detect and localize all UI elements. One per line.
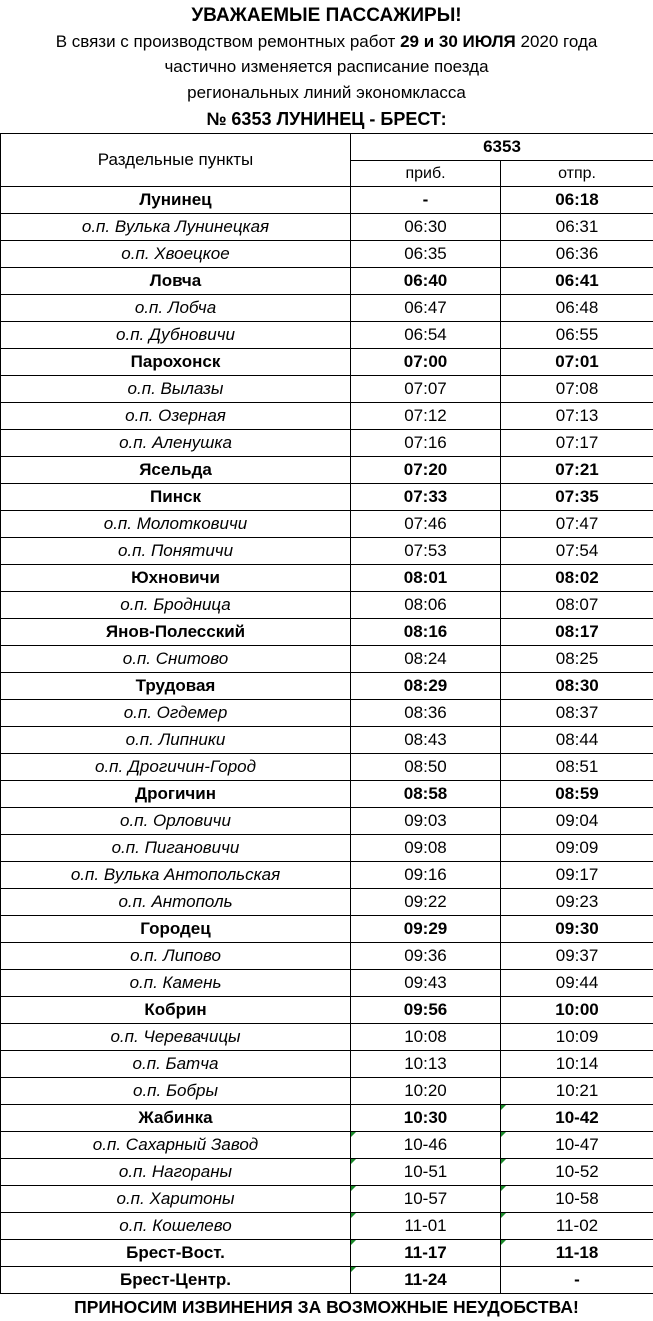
arrival-time: 07:53 — [351, 538, 501, 565]
station-name: о.п. Камень — [1, 970, 351, 997]
arrival-time: 10-57 — [351, 1186, 501, 1213]
departure-time: 08:37 — [501, 700, 653, 727]
departure-time: 07:21 — [501, 457, 653, 484]
station-name: о.п. Орловичи — [1, 808, 351, 835]
table-row — [1, 1267, 653, 1294]
departure-time: 07:54 — [501, 538, 653, 565]
departure-time: 10-42 — [501, 1105, 653, 1132]
station-name: о.п. Понятичи — [1, 538, 351, 565]
station-name: о.п. Антополь — [1, 889, 351, 916]
station-name: о.п. Нагораны — [1, 1159, 351, 1186]
notice-dates: 29 и 30 ИЮЛЯ — [400, 32, 516, 51]
table-row — [1, 538, 653, 565]
departure-time: 10-52 — [501, 1159, 653, 1186]
col-header-arrival: приб. — [351, 160, 501, 187]
station-name: о.п. Лобча — [1, 295, 351, 322]
station-name: о.п. Дубновичи — [1, 322, 351, 349]
apology-footer: ПРИНОСИМ ИЗВИНЕНИЯ ЗА ВОЗМОЖНЫЕ НЕУДОБСТВА! — [74, 1297, 579, 1317]
arrival-time: 10:13 — [351, 1051, 501, 1078]
station-name: о.п. Вулька Лунинецкая — [1, 214, 351, 241]
table-row — [1, 295, 653, 322]
arrival-time: 11-17 — [351, 1240, 501, 1267]
header-row-train — [1, 134, 653, 161]
departure-time: 08:07 — [501, 592, 653, 619]
table-row — [1, 1051, 653, 1078]
table-row — [1, 619, 653, 646]
route-title: № 6353 ЛУНИНЕЦ - БРЕСТ: — [206, 109, 447, 129]
station-name: Пинск — [1, 484, 351, 511]
departure-time: - — [501, 1267, 653, 1294]
train-number: 6353 — [351, 134, 653, 161]
arrival-time: 10:20 — [351, 1078, 501, 1105]
departure-time: 08:02 — [501, 565, 653, 592]
station-name: о.п. Липники — [1, 727, 351, 754]
station-name: о.п. Липово — [1, 943, 351, 970]
arrival-time: 09:03 — [351, 808, 501, 835]
table-row — [1, 835, 653, 862]
table-row — [1, 214, 653, 241]
station-name: о.п. Черевачицы — [1, 1024, 351, 1051]
departure-time: 10:14 — [501, 1051, 653, 1078]
table-row — [1, 565, 653, 592]
table-row — [1, 673, 653, 700]
table-row — [1, 916, 653, 943]
table-row — [1, 754, 653, 781]
table-row — [1, 1078, 653, 1105]
station-name: о.п. Вылазы — [1, 376, 351, 403]
departure-time: 09:17 — [501, 862, 653, 889]
station-name: о.п. Кошелево — [1, 1213, 351, 1240]
arrival-time: 08:06 — [351, 592, 501, 619]
departure-time: 06:55 — [501, 322, 653, 349]
departure-time: 07:35 — [501, 484, 653, 511]
station-name: Жабинка — [1, 1105, 351, 1132]
timetable — [0, 133, 653, 1294]
arrival-time: 07:12 — [351, 403, 501, 430]
table-row — [1, 511, 653, 538]
arrival-time: 08:29 — [351, 673, 501, 700]
arrival-time: 07:00 — [351, 349, 501, 376]
departure-time: 08:25 — [501, 646, 653, 673]
departure-time: 06:31 — [501, 214, 653, 241]
arrival-time: 06:40 — [351, 268, 501, 295]
departure-time: 07:01 — [501, 349, 653, 376]
station-name: Дрогичин — [1, 781, 351, 808]
station-name: Лунинец — [1, 187, 351, 214]
departure-time: 08:17 — [501, 619, 653, 646]
table-row — [1, 457, 653, 484]
table-row — [1, 862, 653, 889]
station-name: о.п. Молотковичи — [1, 511, 351, 538]
table-row — [1, 889, 653, 916]
table-row — [1, 187, 653, 214]
station-name: о.п. Огдемер — [1, 700, 351, 727]
arrival-time: 09:22 — [351, 889, 501, 916]
notice-line-1-post: 2020 года — [515, 32, 598, 51]
arrival-time: 10-51 — [351, 1159, 501, 1186]
departure-time: 09:30 — [501, 916, 653, 943]
arrival-time: 06:30 — [351, 214, 501, 241]
table-row — [1, 241, 653, 268]
departure-time: 10:21 — [501, 1078, 653, 1105]
table-row — [1, 1132, 653, 1159]
departure-time: 07:13 — [501, 403, 653, 430]
arrival-time: 06:35 — [351, 241, 501, 268]
table-row — [1, 268, 653, 295]
station-name: о.п. Бобры — [1, 1078, 351, 1105]
notice-line-2: частично изменяется расписание поезда — [164, 57, 489, 76]
arrival-time: 10-46 — [351, 1132, 501, 1159]
station-name: Трудовая — [1, 673, 351, 700]
departure-time: 08:44 — [501, 727, 653, 754]
arrival-time: 09:43 — [351, 970, 501, 997]
departure-time: 09:04 — [501, 808, 653, 835]
arrival-time: 11-01 — [351, 1213, 501, 1240]
col-header-departure: отпр. — [501, 160, 653, 187]
arrival-time: 06:47 — [351, 295, 501, 322]
table-row — [1, 1024, 653, 1051]
departure-time: 06:36 — [501, 241, 653, 268]
departure-time: 07:47 — [501, 511, 653, 538]
departure-time: 06:48 — [501, 295, 653, 322]
table-row — [1, 1105, 653, 1132]
station-name: Кобрин — [1, 997, 351, 1024]
station-name: о.п. Озерная — [1, 403, 351, 430]
table-row — [1, 646, 653, 673]
departure-time: 09:37 — [501, 943, 653, 970]
arrival-time: 10:30 — [351, 1105, 501, 1132]
notice-line-3: региональных линий экономкласса — [187, 83, 466, 102]
departure-time: 08:51 — [501, 754, 653, 781]
station-name: Брест-Вост. — [1, 1240, 351, 1267]
station-name: о.п. Вулька Антопольская — [1, 862, 351, 889]
arrival-time: - — [351, 187, 501, 214]
station-name: о.п. Сахарный Завод — [1, 1132, 351, 1159]
station-name: о.п. Дрогичин-Город — [1, 754, 351, 781]
table-row — [1, 808, 653, 835]
arrival-time: 09:16 — [351, 862, 501, 889]
table-row — [1, 727, 653, 754]
arrival-time: 08:43 — [351, 727, 501, 754]
arrival-time: 07:07 — [351, 376, 501, 403]
arrival-time: 08:01 — [351, 565, 501, 592]
station-name: о.п. Пигановичи — [1, 835, 351, 862]
arrival-time: 10:08 — [351, 1024, 501, 1051]
table-row — [1, 322, 653, 349]
arrival-time: 08:16 — [351, 619, 501, 646]
departure-time: 07:17 — [501, 430, 653, 457]
station-name: о.п. Аленушка — [1, 430, 351, 457]
departure-time: 08:30 — [501, 673, 653, 700]
notice-title: УВАЖАЕМЫЕ ПАССАЖИРЫ! — [191, 5, 462, 26]
departure-time: 10:09 — [501, 1024, 653, 1051]
station-name: Ясельда — [1, 457, 351, 484]
table-row — [1, 1186, 653, 1213]
table-row — [1, 592, 653, 619]
table-row — [1, 700, 653, 727]
station-name: о.п. Снитово — [1, 646, 351, 673]
station-name: Янов-Полесский — [1, 619, 351, 646]
departure-time: 10-58 — [501, 1186, 653, 1213]
departure-time: 09:23 — [501, 889, 653, 916]
arrival-time: 08:50 — [351, 754, 501, 781]
table-row — [1, 484, 653, 511]
table-row — [1, 781, 653, 808]
station-name: Юхновичи — [1, 565, 351, 592]
station-name: Ловча — [1, 268, 351, 295]
table-row — [1, 943, 653, 970]
station-name: о.п. Батча — [1, 1051, 351, 1078]
arrival-time: 09:08 — [351, 835, 501, 862]
departure-time: 11-18 — [501, 1240, 653, 1267]
table-row — [1, 349, 653, 376]
col-header-points: Раздельные пункты — [1, 134, 351, 187]
arrival-time: 07:46 — [351, 511, 501, 538]
arrival-time: 07:16 — [351, 430, 501, 457]
table-row — [1, 1240, 653, 1267]
departure-time: 11-02 — [501, 1213, 653, 1240]
arrival-time: 08:36 — [351, 700, 501, 727]
table-row — [1, 430, 653, 457]
timetable-body — [1, 134, 653, 1294]
departure-time: 09:09 — [501, 835, 653, 862]
arrival-time: 08:58 — [351, 781, 501, 808]
table-row — [1, 403, 653, 430]
arrival-time: 07:20 — [351, 457, 501, 484]
station-name: Парохонск — [1, 349, 351, 376]
departure-time: 09:44 — [501, 970, 653, 997]
arrival-time: 06:54 — [351, 322, 501, 349]
arrival-time: 08:24 — [351, 646, 501, 673]
departure-time: 08:59 — [501, 781, 653, 808]
table-row — [1, 1213, 653, 1240]
notice-line-1 — [0, 29, 653, 54]
notice-line-1-pre: В связи с производством ремонтных работ — [55, 32, 401, 51]
departure-time: 07:08 — [501, 376, 653, 403]
arrival-time: 11-24 — [351, 1267, 501, 1294]
departure-time: 10-47 — [501, 1132, 653, 1159]
table-row — [1, 997, 653, 1024]
station-name: Брест-Центр. — [1, 1267, 351, 1294]
arrival-time: 07:33 — [351, 484, 501, 511]
arrival-time: 09:29 — [351, 916, 501, 943]
station-name: о.п. Харитоны — [1, 1186, 351, 1213]
table-row — [1, 1159, 653, 1186]
arrival-time: 09:56 — [351, 997, 501, 1024]
table-row — [1, 970, 653, 997]
departure-time: 06:41 — [501, 268, 653, 295]
departure-time: 06:18 — [501, 187, 653, 214]
station-name: о.п. Бродница — [1, 592, 351, 619]
station-name: о.п. Хвоецкое — [1, 241, 351, 268]
table-row — [1, 376, 653, 403]
departure-time: 10:00 — [501, 997, 653, 1024]
arrival-time: 09:36 — [351, 943, 501, 970]
station-name: Городец — [1, 916, 351, 943]
